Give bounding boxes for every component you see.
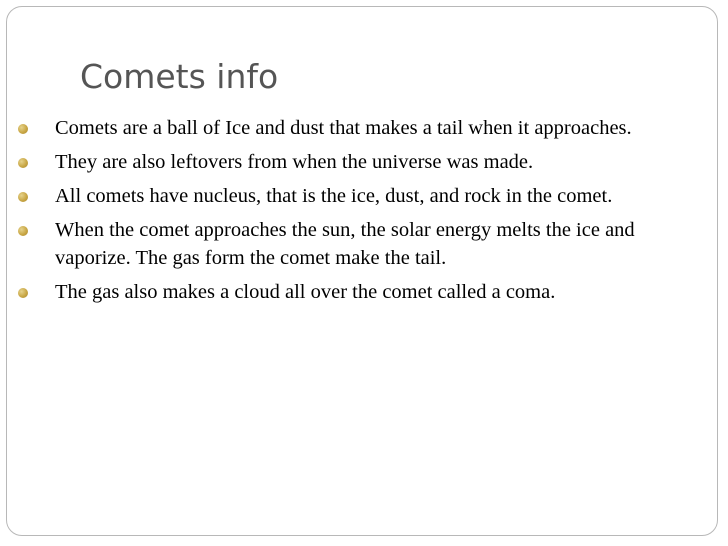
bullet-text: Comets are a ball of Ice and dust that makes a tail when it approaches. [55, 117, 632, 139]
bullet-item [18, 182, 678, 210]
bullet-text: The gas also makes a cloud all over the comet called a coma. [55, 281, 556, 303]
bullet-text: All comets have nucleus, that is the ice, dust, and rock in the comet. [55, 185, 613, 207]
bullet-dot-icon [18, 192, 28, 202]
bullet-dot-icon [18, 226, 28, 236]
bullet-text: They are also leftovers from when the universe was made. [55, 151, 534, 173]
bullet-text: When the comet approaches the sun, the solar energy melts the ice and vaporize. The gas form the comet make the tail. [55, 219, 635, 269]
bullet-list [18, 114, 678, 312]
bullet-item [18, 148, 678, 176]
bullet-item [18, 278, 678, 306]
slide-title: Comets info [80, 57, 279, 96]
bullet-dot-icon [18, 124, 28, 134]
bullet-dot-icon [18, 288, 28, 298]
bullet-item [18, 114, 678, 142]
bullet-dot-icon [18, 158, 28, 168]
bullet-item [18, 216, 678, 272]
